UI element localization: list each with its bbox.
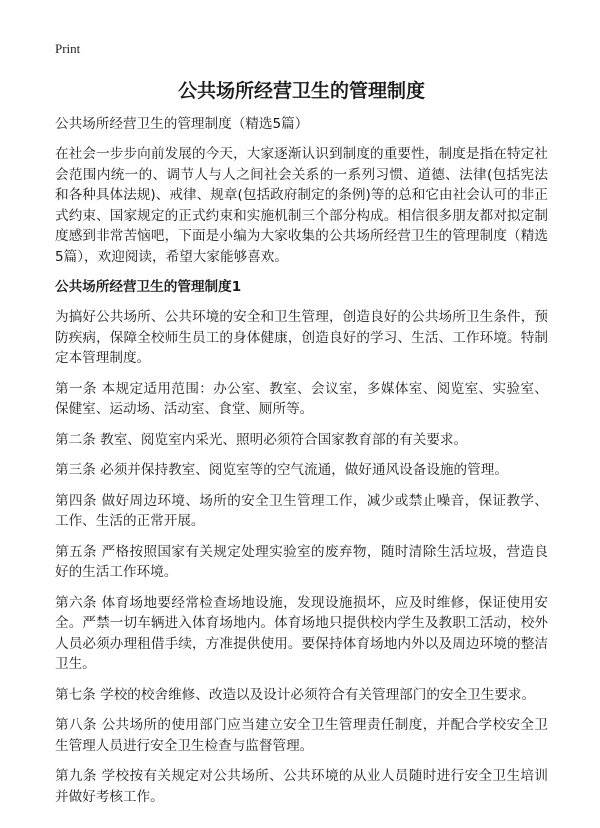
intro-paragraph: 在社会一步步向前发展的今天，大家逐渐认识到制度的重要性，制度是指在特定社会范围内统一的、调节人与人之间社会关系的一系列习惯、道德、法律(包括宪法和各种具体法规)、戒律、规章(包括政府制定的条例)等的总和它由社会认可的非正式约束、国家规定的正式约束和实施机制三个部分构成。相信很多朋友都对拟定制度感到非常苦恼吧，下面是小编为大家收集的公共场所经营卫生的管理制度（精选5篇），欢迎阅读，希望大家能够喜欢。 — [55, 146, 548, 265]
article-7-paragraph: 第七条 学校的校舍维修、改造以及设计必须符合有关管理部门的安全卫生要求。 — [55, 686, 536, 703]
article-2-paragraph: 第二条 教室、阅览室内采光、照明必须符合国家教育部的有关要求。 — [55, 431, 468, 448]
article-8-paragraph: 第八条 公共场所的使用部门应当建立安全卫生管理责任制度，并配合学校安全卫生管理人员进行安全卫生检查与监督管理。 — [55, 717, 548, 754]
article-3-paragraph: 第三条 必须并保持教室、阅览室等的空气流通，做好通风设备设施的管理。 — [55, 462, 508, 478]
article-5-paragraph: 第五条 严格按照国家有关规定处理实验室的废弃物，随时清除生活垃圾，营造良好的生活工作环境。 — [55, 543, 548, 580]
section-heading: 公共场所经营卫生的管理制度1 — [55, 279, 242, 295]
document-title: 公共场所经营卫生的管理制度 — [177, 80, 425, 102]
paragraph-purpose: 为搞好公共场所、公共环境的安全和卫生管理，创造良好的公共场所卫生条件，预防疾病，保障全校师生员工的身体健康，创造良好的学习、生活、工作环境。特制定本管理制度。 — [55, 309, 548, 366]
print-link[interactable]: Print — [55, 41, 81, 56]
article-9-paragraph: 第九条 学校按有关规定对公共场所、公共环境的从业人员随时进行安全卫生培训并做好考核工作。 — [55, 768, 548, 805]
article-4-paragraph: 第四条 做好周边环境、场所的安全卫生管理工作，减少或禁止噪音，保证教学、工作、生活的正常开展。 — [55, 492, 548, 529]
document-subtitle: 公共场所经营卫生的管理制度（精选5篇） — [55, 116, 309, 132]
article-1-paragraph: 第一条 本规定适用范围：办公室、教室、会议室，多媒体室、阅览室、实验室、保健室、运动场、活动室、食堂、厕所等。 — [55, 380, 548, 417]
article-6-paragraph: 第六条 体育场地要经常检查场地设施，发现设施损坏，应及时维修，保证使用安全。严禁一切车辆进入体育场地内。体育场地只提供校内学生及教职工活动，校外人员必须办理租借手续，方准提供使用。要保持体育场地内外以及周边环境的整洁卫生。 — [55, 594, 548, 672]
